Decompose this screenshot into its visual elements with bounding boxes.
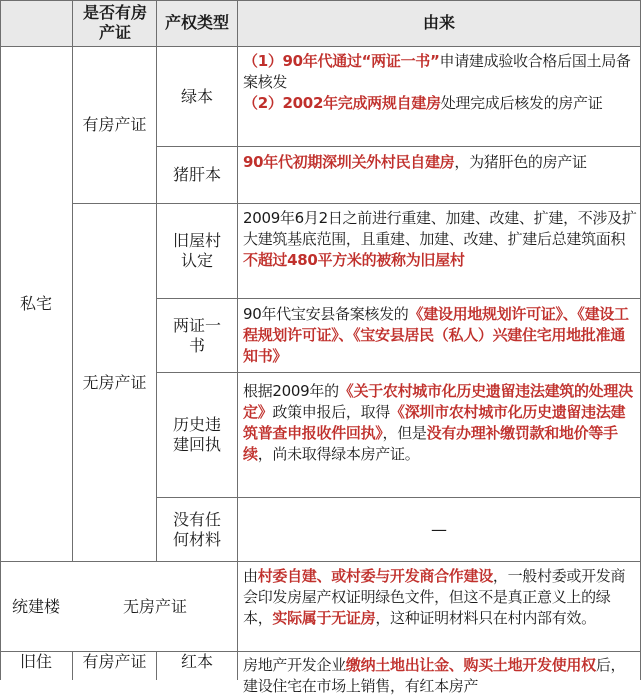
category-old-label: 旧住 (19, 652, 52, 671)
cert-has-label: 有房产证 (82, 115, 147, 134)
origin-red-text-a: 房地产开发企业 (243, 656, 346, 674)
type-pig-liver-label: 猪肝本 (172, 165, 221, 184)
origin-pig-liver-highlight: 90年代初期深圳关外村民自建房 (243, 153, 455, 171)
grid-line (156, 0, 157, 561)
type-old-village (166, 204, 228, 298)
origin-no-material (238, 498, 640, 561)
header-has-cert-label: 是否有房产证 (82, 3, 147, 42)
origin-old-village (243, 208, 637, 271)
type-old-village-label: 旧屋村认定 (172, 231, 221, 270)
origin-history (243, 381, 637, 465)
origin-old-village-highlight: 不超过480平方米的被称为旧屋村 (243, 251, 465, 269)
category-private-label: 私宅 (19, 294, 52, 313)
origin-no-material-dash: — (431, 519, 447, 539)
category-unified (8, 562, 64, 651)
origin-two-cert (243, 304, 637, 367)
origin-red-highlight-b: 缴纳土地出让金、购买土地开发使用权 (345, 656, 596, 674)
type-history (166, 373, 228, 497)
category-unified-label: 统建楼 (11, 596, 60, 616)
origin-red-text-c: 后，建设住宅在市场上销售，有红本房产 (243, 656, 626, 695)
type-red-label: 红本 (180, 652, 213, 671)
type-no-material-label: 没有任何材料 (172, 509, 221, 549)
origin-unified-text-a: 由 (243, 567, 258, 585)
header-origin-label: 由来 (422, 13, 455, 32)
origin-history-highlight-d: 《深圳市农村城市化历史遗留违法建筑普查申报收件回执》 (243, 403, 626, 442)
cert-has-old (73, 652, 156, 680)
origin-history-highlight-b: 《关于农村城市化历史遗留违法建筑的处理决定》 (243, 382, 633, 421)
origin-unified-highlight-b: 村委自建、或村委与开发商合作建设 (257, 567, 493, 585)
header-property-type-label: 产权类型 (164, 13, 229, 32)
origin-pig-liver (243, 152, 637, 173)
origin-green-p1-highlight: （1）90年代通过“两证一书” (243, 52, 440, 70)
origin-history-text-a: 根据2009年的 (243, 382, 339, 400)
type-no-material (166, 498, 228, 561)
origin-history-highlight-f: 没有办理补缴罚款和地价等手续 (243, 424, 618, 463)
origin-history-text-g: ，尚未取得绿本房产证。 (257, 445, 420, 463)
origin-history-text-c: 政策申报后，取得 (272, 403, 391, 421)
origin-green-p2-text: 处理完成后核发的房产证 (440, 94, 603, 112)
cert-has (73, 47, 156, 203)
grid-line (0, 0, 641, 1)
grid-line (72, 203, 641, 204)
origin-two-cert-text: 90年代宝安县备案核发的 (243, 305, 409, 323)
category-private (2, 47, 70, 561)
origin-green (243, 51, 637, 114)
origin-red (243, 655, 637, 697)
type-history-label: 历史违建回执 (172, 415, 221, 454)
cert-none-private (73, 204, 156, 561)
origin-two-cert-highlight: 《建设用地规划许可证》、《建设工程规划许可证》、《宝安县居民（私人）兴建住宅用地批准通知书》 (243, 305, 629, 365)
grid-line (156, 298, 641, 299)
grid-line (156, 372, 641, 373)
category-old (2, 652, 70, 680)
origin-unified-text-e: ，这种证明材料只在村内部有效。 (375, 609, 596, 627)
header-origin (238, 2, 640, 44)
cert-none-unified (73, 562, 237, 651)
type-pig-liver (160, 147, 234, 203)
cert-has-old-label: 有房产证 (82, 652, 147, 671)
type-green (168, 47, 226, 146)
type-red (160, 652, 234, 680)
type-two-cert (166, 299, 228, 372)
cert-none-private-label: 无房产证 (82, 372, 147, 392)
header-property-type (160, 2, 234, 44)
cert-none-unified-label: 无房产证 (122, 596, 187, 616)
header-has-cert (76, 2, 154, 44)
origin-old-village-text: 2009年6月2日之前进行重建、加建、改建、扩建，不涉及扩大建筑基底范围，且重建、加建、改建、扩建后总建筑面积 (243, 209, 637, 248)
origin-green-p1-text: 申请建成验收合格后国土局备案核发 (243, 52, 631, 91)
origin-unified (243, 566, 637, 629)
origin-unified-text-c: ，一般村委或开发商会印发房屋产权证明绿色文件，但这不是真正意义上的绿本， (243, 567, 626, 627)
type-two-cert-label: 两证一书 (172, 315, 221, 355)
grid-line (237, 0, 238, 680)
origin-pig-liver-text: ，为猪肝色的房产证 (454, 153, 587, 171)
type-green-label: 绿本 (180, 86, 213, 106)
origin-history-text-e: ，但是 (382, 424, 427, 442)
grid-line (156, 651, 157, 680)
origin-unified-highlight-d: 实际属于无证房 (272, 609, 376, 627)
origin-green-p2-highlight: （2）2002年完成两规自建房 (243, 94, 441, 112)
grid-line (0, 0, 1, 680)
